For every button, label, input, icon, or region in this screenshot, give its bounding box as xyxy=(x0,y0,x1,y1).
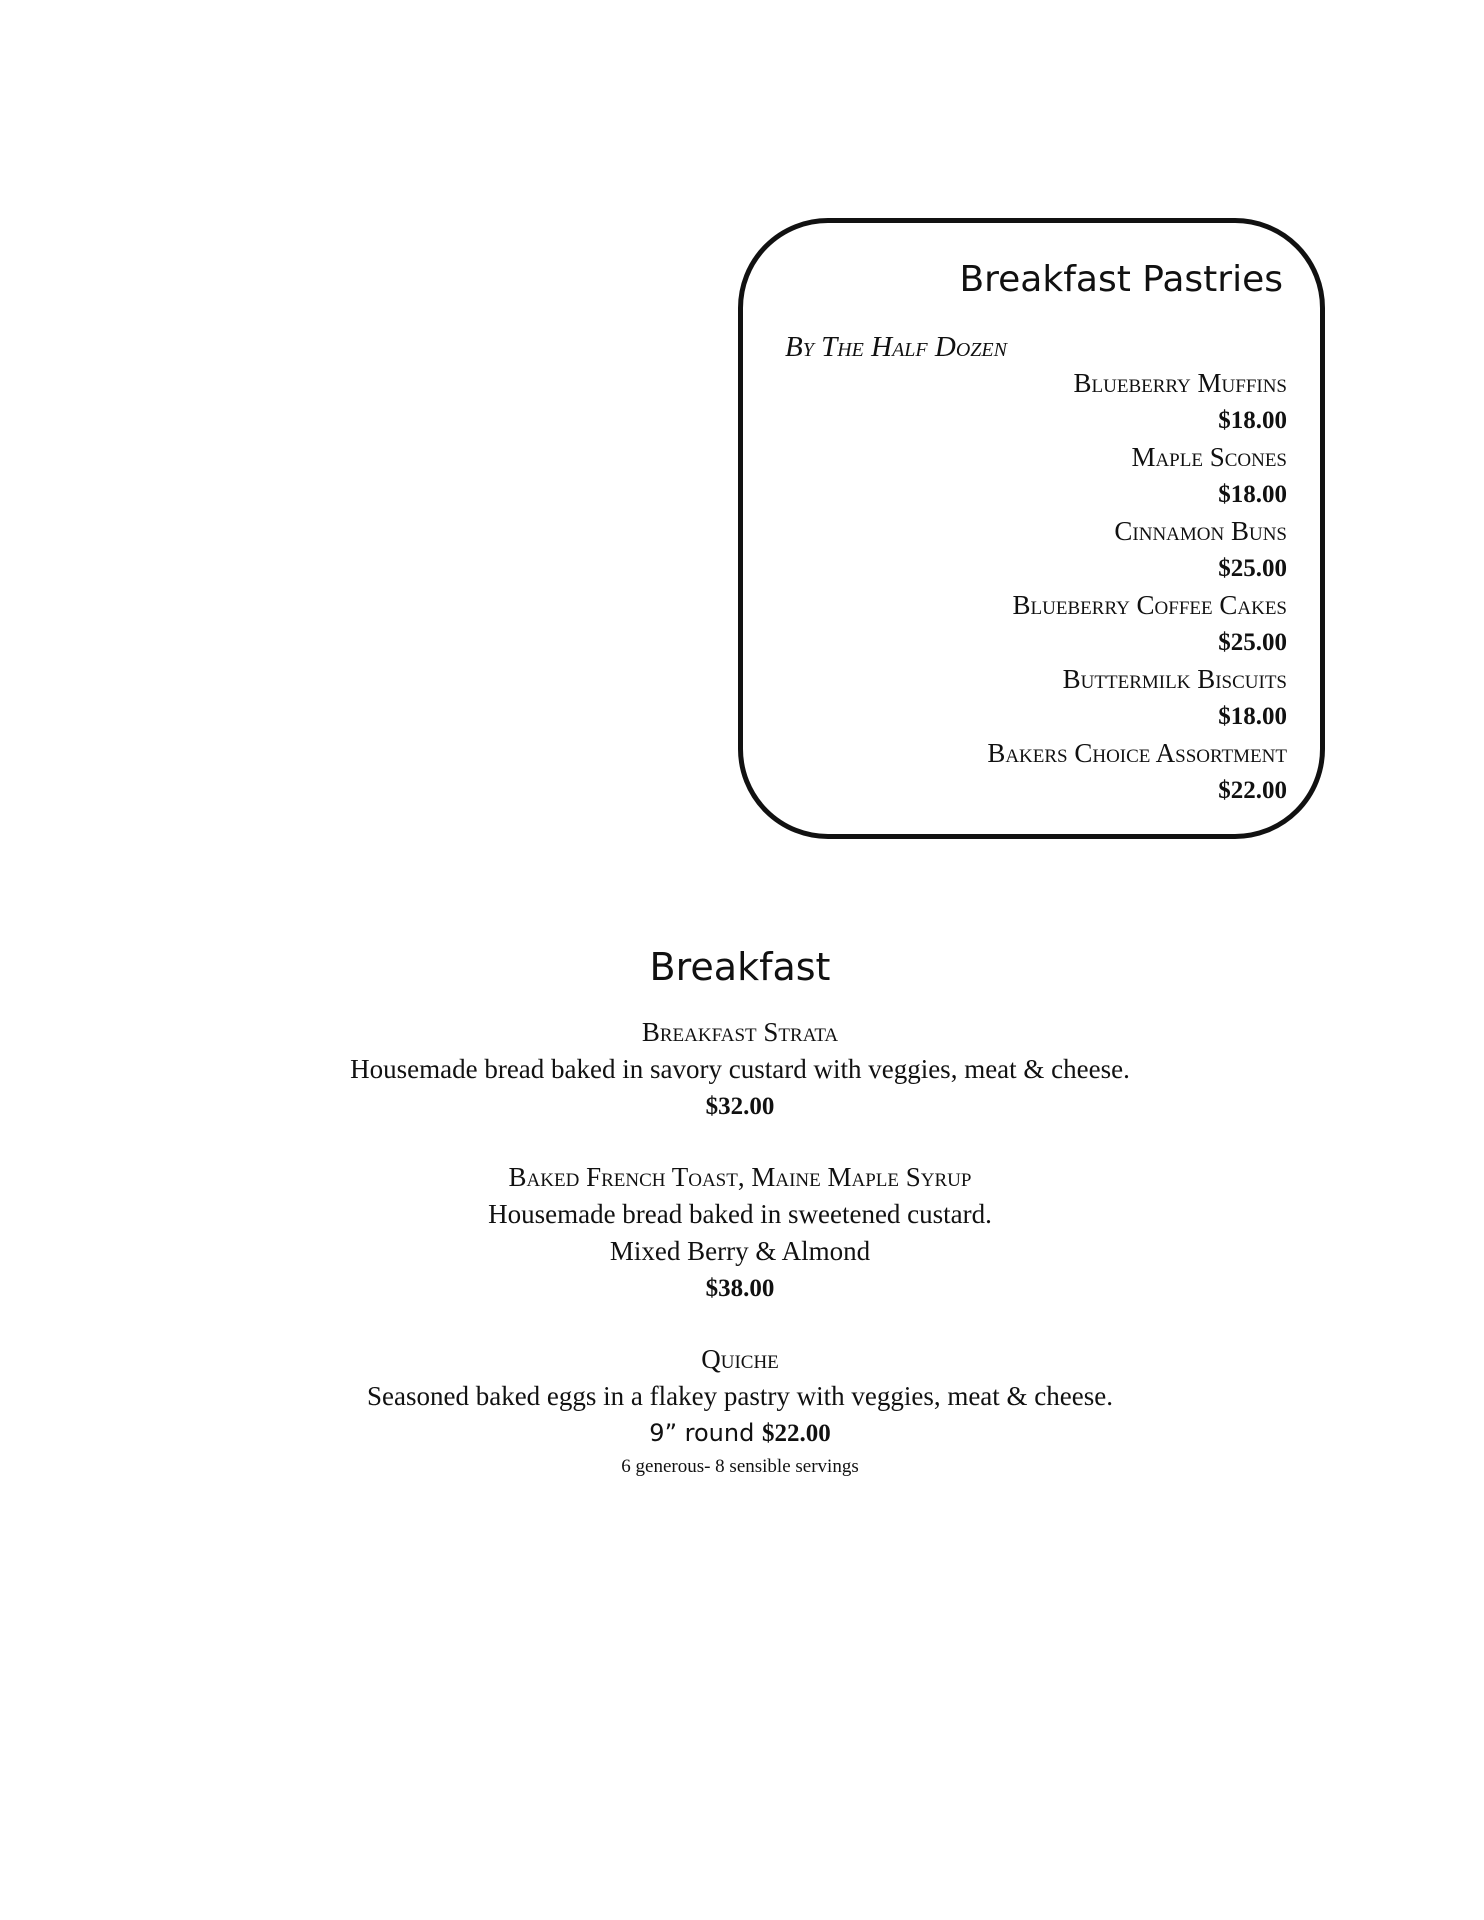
pastry-name: Blueberry Coffee Cakes xyxy=(1012,590,1287,620)
pastry-name: Cinnamon Buns xyxy=(1114,516,1287,546)
dish-name: Baked French Toast, Maine Maple Syrup xyxy=(508,1162,972,1192)
breakfast-title: Breakfast xyxy=(649,945,831,989)
pastries-title: Breakfast Pastries xyxy=(959,259,1283,300)
pastry-price: $18.00 xyxy=(1218,703,1287,730)
dish-description: Seasoned baked eggs in a flakey pastry with veggies, meat & cheese. xyxy=(366,1381,1113,1411)
pastry-name: Bakers Choice Assortment xyxy=(987,738,1287,768)
dish-description: Housemade bread baked in sweetened custard. xyxy=(488,1199,992,1229)
dish-price: $38.00 xyxy=(705,1275,775,1302)
pastry-name: Maple Scones xyxy=(1131,442,1287,472)
pastry-item xyxy=(743,735,1287,809)
pastry-item xyxy=(743,365,1287,439)
dish-name: Quiche xyxy=(701,1344,779,1374)
pastry-item xyxy=(743,439,1287,513)
pastry-price: $18.00 xyxy=(1218,481,1287,508)
breakfast-pastries-box xyxy=(738,218,1325,839)
pastry-price: $25.00 xyxy=(1218,555,1287,582)
dish-size: 9” round xyxy=(649,1419,755,1447)
dish-description: Housemade bread baked in savory custard with veggies, meat & cheese. xyxy=(350,1054,1130,1084)
dish-breakfast-strata xyxy=(260,1014,1220,1125)
dish-servings-note: 6 generous- 8 sensible servings xyxy=(621,1456,859,1477)
dish-size-line xyxy=(260,1415,1220,1452)
pastry-price: $22.00 xyxy=(1218,777,1287,804)
dish-baked-french-toast xyxy=(260,1159,1220,1307)
pastry-list xyxy=(743,365,1287,809)
breakfast-section xyxy=(260,940,1220,1516)
pastries-subtitle: By The Half Dozen xyxy=(785,331,1007,363)
pastry-item xyxy=(743,587,1287,661)
dish-quiche xyxy=(260,1341,1220,1482)
pastry-name: Buttermilk Biscuits xyxy=(1062,664,1287,694)
dish-price: $22.00 xyxy=(761,1420,831,1447)
pastry-price: $25.00 xyxy=(1218,629,1287,656)
dish-variant: Mixed Berry & Almond xyxy=(609,1236,871,1266)
pastry-item xyxy=(743,661,1287,735)
pastry-price: $18.00 xyxy=(1218,407,1287,434)
dish-price: $32.00 xyxy=(705,1093,775,1120)
pastry-item xyxy=(743,513,1287,587)
pastry-name: Blueberry Muffins xyxy=(1073,368,1287,398)
dish-name: Breakfast Strata xyxy=(641,1017,839,1047)
